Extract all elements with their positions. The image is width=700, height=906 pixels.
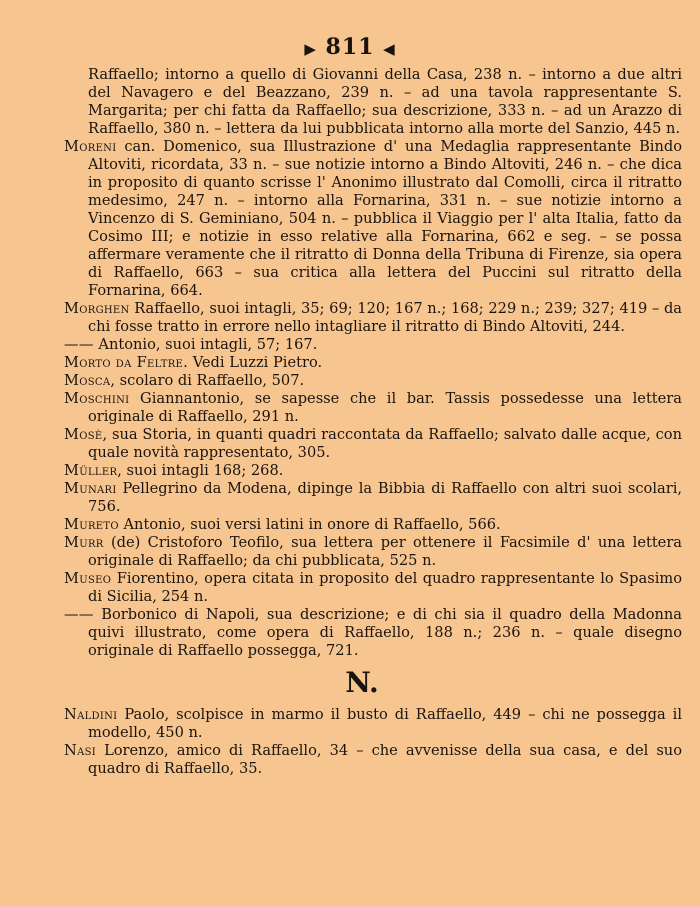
entry-heading: —— xyxy=(64,606,94,623)
entry-heading: Mosca xyxy=(64,372,111,389)
index-entry xyxy=(32,66,682,138)
entry-text: Giannantonio, se sapesse che il bar. Tassis possedesse una lettera originale di Raffaello, 291 n. xyxy=(88,390,682,425)
entry-text: , sua Storia, in quanti quadri raccontata da Raffaello; salvato dalle acque, con quale novità rappresentato, 305. xyxy=(88,426,682,461)
index-entry xyxy=(32,570,682,606)
entry-text: , suoi intagli 168; 268. xyxy=(117,462,284,479)
index-entry xyxy=(32,390,682,426)
ornament-left-icon: ▶ xyxy=(304,40,317,58)
entry-text: Antonio, suoi versi latini in onore di Raffaello, 566. xyxy=(118,516,501,533)
entry-text: Lorenzo, amico di Raffaello, 34 – che avvenisse della sua casa, e del suo quadro di Raffaello, 35. xyxy=(88,742,682,777)
entry-heading: Murr xyxy=(64,534,104,551)
entry-text: Fiorentino, opera citata in proposito del quadro rappresentante lo Spasimo di Sicilia, 254 n. xyxy=(88,570,682,605)
entry-text: , scolaro di Raffaello, 507. xyxy=(110,372,305,389)
index-entry xyxy=(32,706,682,742)
entry-heading: —— xyxy=(64,336,94,353)
entry-heading: Mosè xyxy=(64,426,103,443)
entry-text: (de) Cristoforo Teofilo, sua lettera per ottenere il Facsimile d' una lettera originale di Raffaello; da chi pubblicata, 525 n. xyxy=(88,534,682,569)
entry-text: Vedi Luzzi Pietro. xyxy=(188,354,323,371)
index-entry xyxy=(32,426,682,462)
page-number xyxy=(0,34,700,60)
ornament-right-icon: ◀ xyxy=(383,40,396,58)
index-entries xyxy=(32,66,682,778)
entry-heading: Munari xyxy=(64,480,117,497)
index-entry xyxy=(32,534,682,570)
index-entry xyxy=(32,300,682,336)
entry-heading: Moreni xyxy=(64,138,117,155)
entry-text: Pellegrino da Modena, dipinge la Bibbia di Raffaello con altri suoi scolari, 756. xyxy=(88,480,682,515)
index-entry xyxy=(32,354,682,372)
entry-heading: Morghen xyxy=(64,300,130,317)
section-letter: N. xyxy=(345,666,379,699)
entries-before xyxy=(32,66,682,660)
index-entry xyxy=(32,516,682,534)
entry-text: can. Domenico, sua Illustrazione d' una Medaglia rappresentante Bindo Altoviti, ricordata, 33 n. – sue notizie intorno a Bindo Altoviti, 246 n. – che dica in proposito di quanto scrisse l' Anonimo illustrato dal Comolli, circa il ritratto medesimo, 247 n. – intorno alla Fornarina, 331 n. – sue notizie intorno a Vincenzo di S. Geminiano, 504 n. – pubblica il Viaggio per l' alta Italia, fatto da Cosimo III; e notizie in esso relative alla Fornarina, 662 e seg. – se possa affermare veramente che il ritratto di Donna della Tribuna di Firenze, sia opera di Raffaello, 663 – sua critica alla lettera del Puccini sul ritratto della Fornarina, 664. xyxy=(88,138,682,299)
index-entry xyxy=(32,480,682,516)
index-entry xyxy=(32,372,682,390)
entry-heading: Naldini xyxy=(64,706,118,723)
entry-heading: Nasi xyxy=(64,742,96,759)
entry-text: Antonio, suoi intagli, 57; 167. xyxy=(93,336,318,353)
index-entry xyxy=(32,336,682,354)
entry-heading: Mureto xyxy=(64,516,119,533)
index-entry xyxy=(32,606,682,660)
entry-text: Raffaello; intorno a quello di Giovanni della Casa, 238 n. – intorno a due altri del Navagero e del Beazzano, 239 n. – ad una tavola rappresentante S. Margarita; per chi fatta da Raffaello; sua descrizione, 333 n. – ad un Arazzo di Raffaello, 380 n. – lettera da lui pubblicata intorno alla morte del Sanzio, 445 n. xyxy=(88,66,682,137)
entry-text: Borbonico di Napoli, sua descrizione; e di chi sia il quadro della Madonna quivi illustrato, come opera di Raffaello, 188 n.; 236 n. – quale disegno originale di Raffaello possegga, 721. xyxy=(88,606,682,659)
entry-heading: Museo xyxy=(64,570,112,587)
index-entry xyxy=(32,462,682,480)
entry-heading: Müller xyxy=(64,462,118,479)
entry-text: Paolo, scolpisce in marmo il busto di Raffaello, 449 – chi ne possegga il modello, 450 n. xyxy=(88,706,682,741)
index-entry xyxy=(32,742,682,778)
entries-after xyxy=(32,706,682,778)
entry-heading: Moschini xyxy=(64,390,130,407)
entry-heading: Morto da Feltre. xyxy=(64,354,189,371)
page-number-text: 811 xyxy=(325,34,375,60)
entry-text: Raffaello, suoi intagli, 35; 69; 120; 167 n.; 168; 229 n.; 239; 327; 419 – da chi fosse tratto in errore nello intagliare il ritratto di Bindo Altoviti, 244. xyxy=(88,300,682,335)
index-entry xyxy=(32,138,682,300)
